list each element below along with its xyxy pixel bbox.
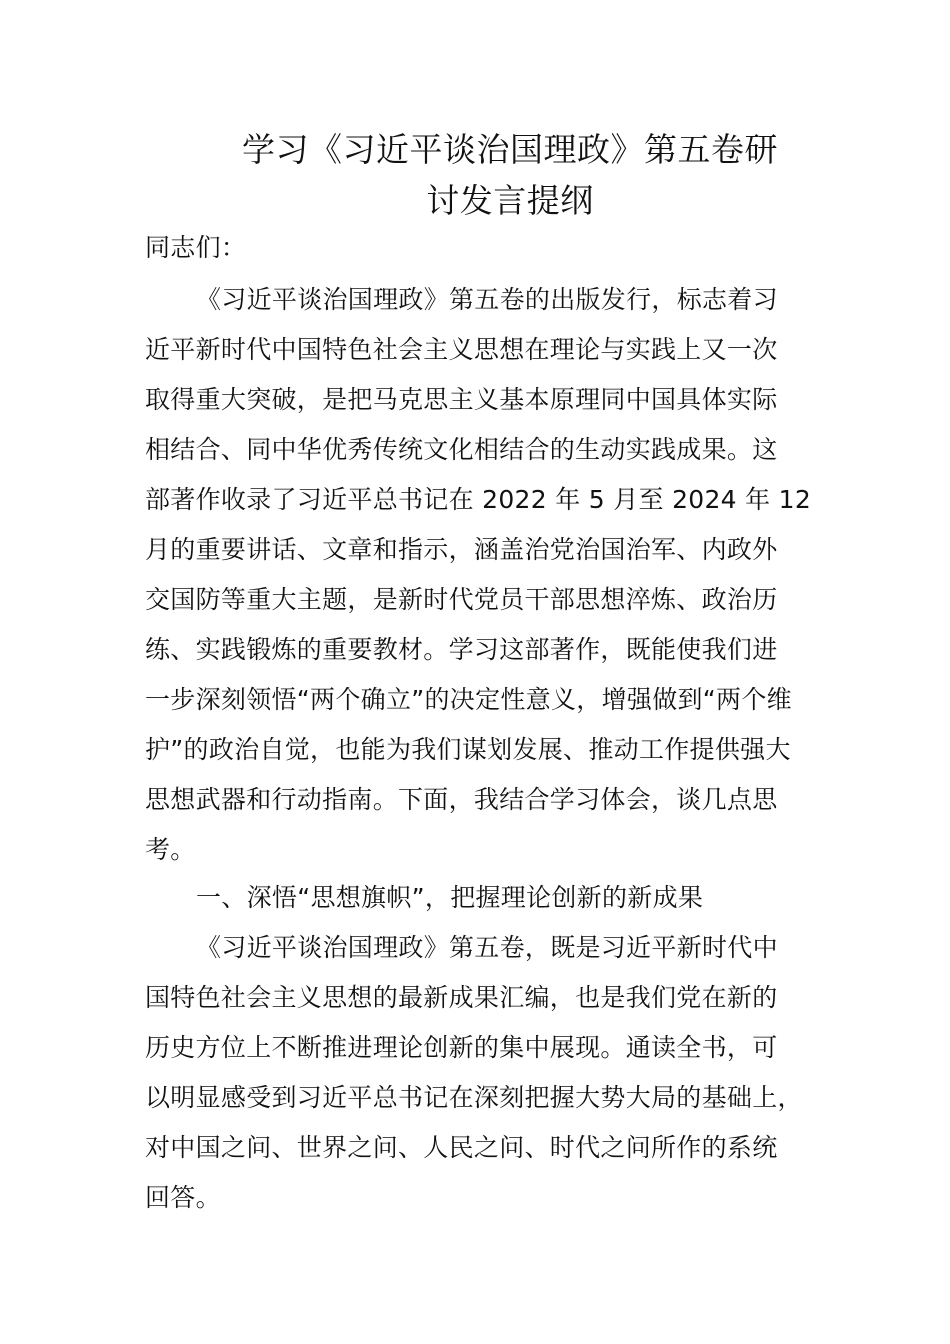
- document-title-line-2: 讨发言提纲: [426, 181, 594, 220]
- paragraph-1-line-1: 《习近平谈治国理政》第五卷的出版发行，标志着习: [196, 285, 778, 314]
- paragraph-1-line-6: 月的重要讲话、文章和指示，涵盖治党治国治军、内政外: [145, 535, 778, 564]
- paragraph-2-line-3: 历史方位上不断推进理论创新的集中展现。通读全书，可: [145, 1033, 778, 1062]
- salutation: 同志们：: [145, 233, 247, 262]
- paragraph-1-line-2: 近平新时代中国特色社会主义思想在理论与实践上又一次: [145, 335, 778, 364]
- paragraph-1-line-5: 部著作收录了习近平总书记在 2022 年 5 月至 2024 年 12: [145, 485, 812, 514]
- section-heading-1: 一、深悟“思想旗帜”，把握理论创新的新成果: [196, 883, 704, 912]
- paragraph-1-line-12: 考。: [145, 835, 196, 864]
- paragraph-1-line-10: 护”的政治自觉，也能为我们谋划发展、推动工作提供强大: [145, 735, 791, 764]
- paragraph-1-line-4: 相结合、同中华优秀传统文化相结合的生动实践成果。这: [145, 435, 778, 464]
- paragraph-1-line-9: 一步深刻领悟“两个确立”的决定性意义，增强做到“两个维: [145, 685, 792, 714]
- paragraph-1-line-3: 取得重大突破，是把马克思主义基本原理同中国具体实际: [145, 385, 778, 414]
- paragraph-2-line-6: 回答。: [145, 1183, 221, 1212]
- paragraph-1-line-11: 思想武器和行动指南。下面，我结合学习体会，谈几点思: [145, 785, 778, 814]
- paragraph-2-line-1: 《习近平谈治国理政》第五卷，既是习近平新时代中: [196, 933, 778, 962]
- paragraph-1-line-8: 练、实践锻炼的重要教材。学习这部著作，既能使我们进: [145, 635, 778, 664]
- paragraph-2-line-5: 对中国之问、世界之问、人民之问、时代之问所作的系统: [145, 1133, 778, 1162]
- paragraph-2-line-4: 以明显感受到习近平总书记在深刻把握大势大局的基础上，: [145, 1083, 803, 1112]
- document-title-line-1: 学习《习近平谈治国理政》第五卷研: [242, 130, 778, 169]
- paragraph-2-line-2: 国特色社会主义思想的最新成果汇编，也是我们党在新的: [145, 983, 778, 1012]
- paragraph-1-line-7: 交国防等重大主题，是新时代党员干部思想淬炼、政治历: [145, 585, 778, 614]
